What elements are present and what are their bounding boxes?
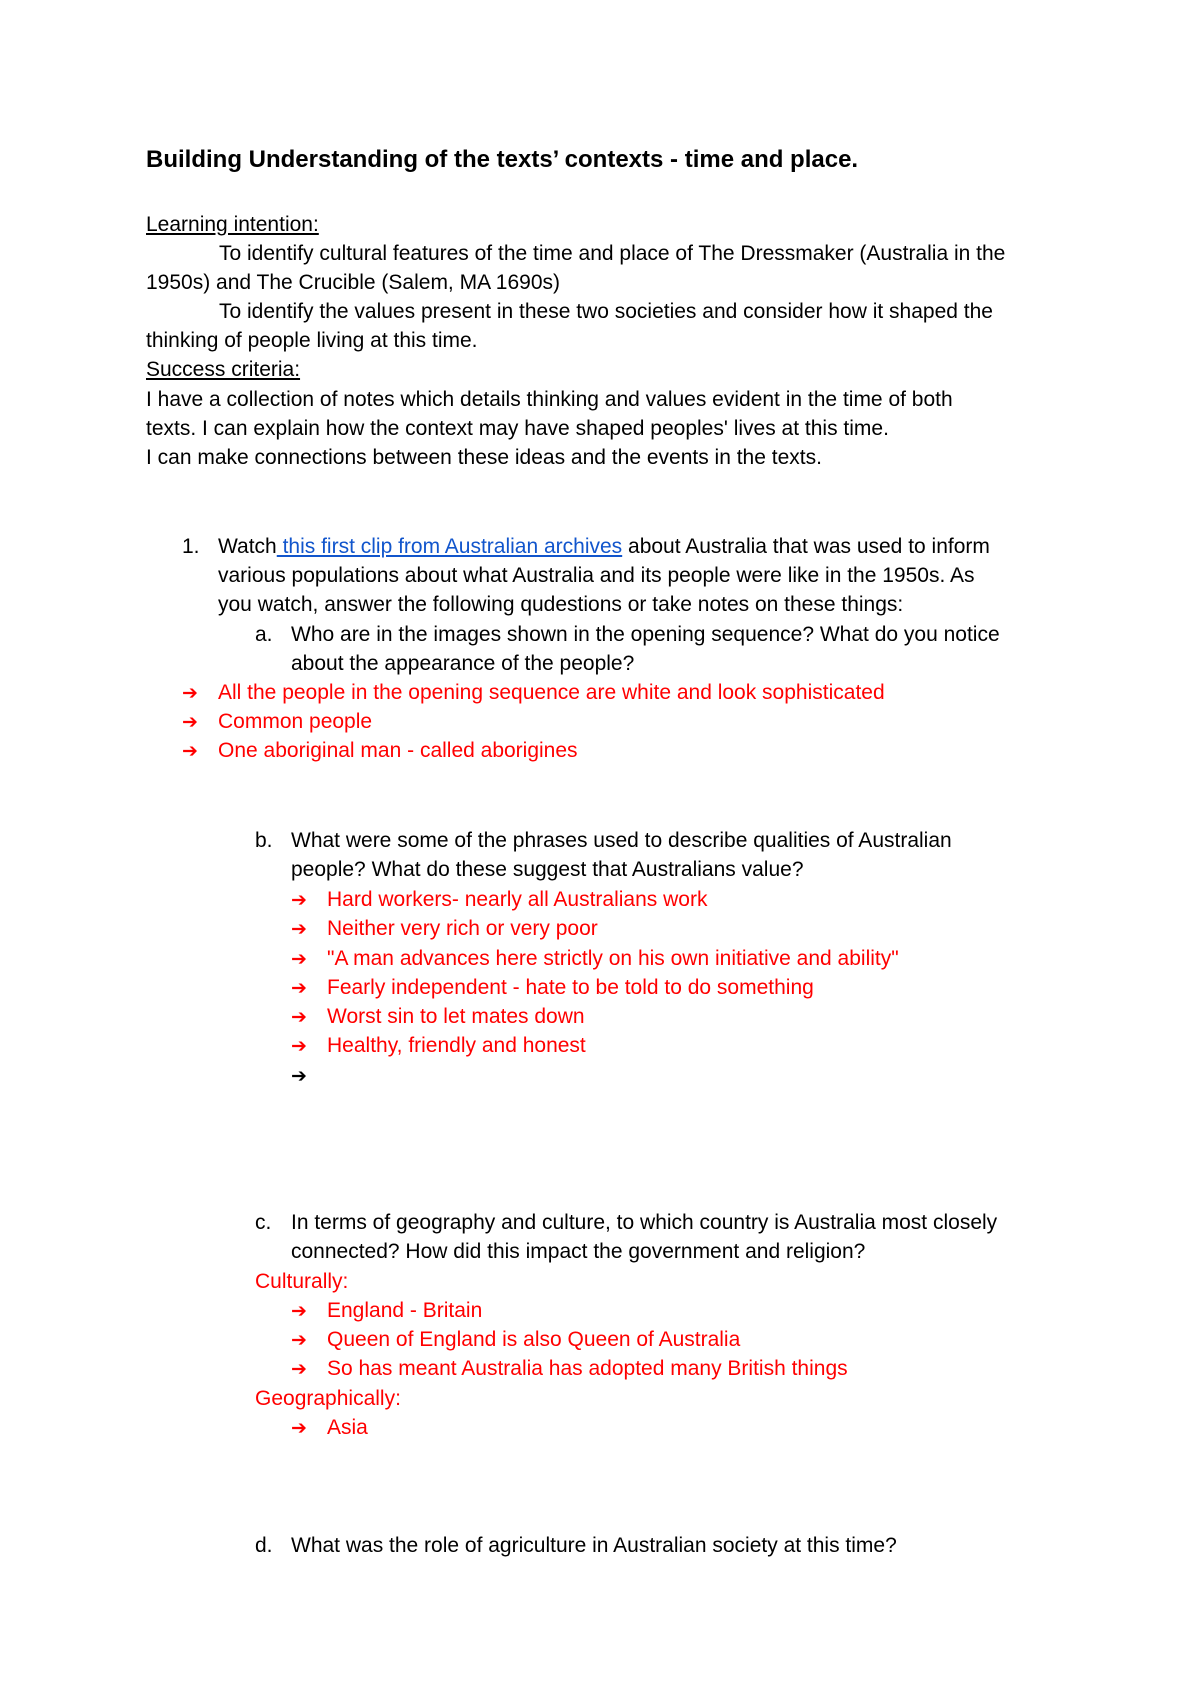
question-1-line: various populations about what Australia and its people were like in the 1950s. As [218,564,975,587]
question-1-line: you watch, answer the following qudestions or take notes on these things: [218,593,904,616]
success-criteria-heading: Success criteria: [146,358,301,381]
question-a-line: about the appearance of the people? [291,652,635,675]
answer-a-item: ➔ Common people [182,707,372,737]
arrow-bullet-icon: ➔ [291,1006,307,1028]
arrow-bullet-icon: ➔ [291,1300,307,1322]
arrow-bullet-icon: ➔ [291,948,307,970]
geographically-label: Geographically: [255,1387,401,1410]
answer-c-geographically-item: ➔ Asia [291,1413,368,1443]
question-1-lead: Watch [218,535,277,558]
question-b-letter: b. [255,829,273,852]
question-c-line: connected? How did this impact the government and religion? [291,1240,866,1263]
answer-b-item: ➔ Worst sin to let mates down [291,1002,585,1032]
question-1-number: 1. [182,535,200,558]
arrow-bullet-icon: ➔ [291,977,307,999]
answer-b-item: ➔ Healthy, friendly and honest [291,1031,586,1061]
success-criteria-line: texts. I can explain how the context may have shaped peoples' lives at this time. [146,417,889,440]
arrow-bullet-icon: ➔ [291,1329,307,1351]
culturally-label: Culturally: [255,1270,349,1293]
question-a-letter: a. [255,623,273,646]
answer-b-item-empty [291,1061,327,1091]
arrow-bullet-icon: ➔ [291,889,307,911]
question-d-letter: d. [255,1534,273,1557]
success-criteria-line: I can make connections between these ideas and the events in the texts. [146,446,822,469]
arrow-bullet-icon: ➔ [291,918,307,940]
question-1-after-link: about Australia that was used to inform [622,535,990,558]
answer-b-item: ➔ Fearly independent - hate to be told to do something [291,973,814,1003]
answer-c-culturally-item: ➔ So has meant Australia has adopted many British things [291,1354,848,1384]
answer-b-item: ➔ "A man advances here strictly on his own initiative and ability" [291,944,899,974]
learning-intention-line: thinking of people living at this time. [146,329,478,352]
answer-c-culturally-item: ➔ England - Britain [291,1296,482,1326]
question-c-text: In terms of geography and culture, to which country is Australia most closely [291,1211,998,1234]
archives-clip-link[interactable]: this first clip from Australian archives [276,535,623,558]
arrow-bullet-icon: ➔ [182,711,198,733]
arrow-bullet-icon: ➔ [291,1417,307,1439]
question-d [255,1531,897,1560]
learning-intention-line: To identify the values present in these two societies and consider how it shaped the [219,300,993,323]
arrow-bullet-icon: ➔ [291,1358,307,1380]
arrow-bullet-icon: ➔ [291,1035,307,1057]
question-c [255,1208,997,1237]
arrow-bullet-icon: ➔ [291,1065,307,1087]
answer-c-culturally-item: ➔ Queen of England is also Queen of Australia [291,1325,740,1355]
question-b [255,826,952,855]
learning-intention-heading: Learning intention: [146,213,319,236]
question-b-line: people? What do these suggest that Australians value? [291,858,804,881]
question-a-text: Who are in the images shown in the opening sequence? What do you notice [291,623,1000,646]
arrow-bullet-icon: ➔ [182,740,198,762]
question-d-text: What was the role of agriculture in Australian society at this time? [291,1534,897,1557]
arrow-bullet-icon: ➔ [182,682,198,704]
learning-intention-line: To identify cultural features of the time and place of The Dressmaker (Australia in the [219,242,1006,265]
success-criteria-line: I have a collection of notes which details thinking and values evident in the time of both [146,388,953,411]
page-title: Building Understanding of the texts’ contexts - time and place. [146,146,859,173]
question-c-letter: c. [255,1211,272,1234]
question-a [255,620,1000,649]
answer-a-item: ➔ One aboriginal man - called aborigines [182,736,578,766]
answer-b-item: ➔ Hard workers- nearly all Australians work [291,885,707,915]
learning-intention-line: 1950s) and The Crucible (Salem, MA 1690s) [146,271,560,294]
answer-a-item: ➔ All the people in the opening sequence are white and look sophisticated [182,678,885,708]
question-1 [182,532,990,561]
answer-b-item: ➔ Neither very rich or very poor [291,914,598,944]
question-b-text: What were some of the phrases used to describe qualities of Australian [291,829,952,852]
